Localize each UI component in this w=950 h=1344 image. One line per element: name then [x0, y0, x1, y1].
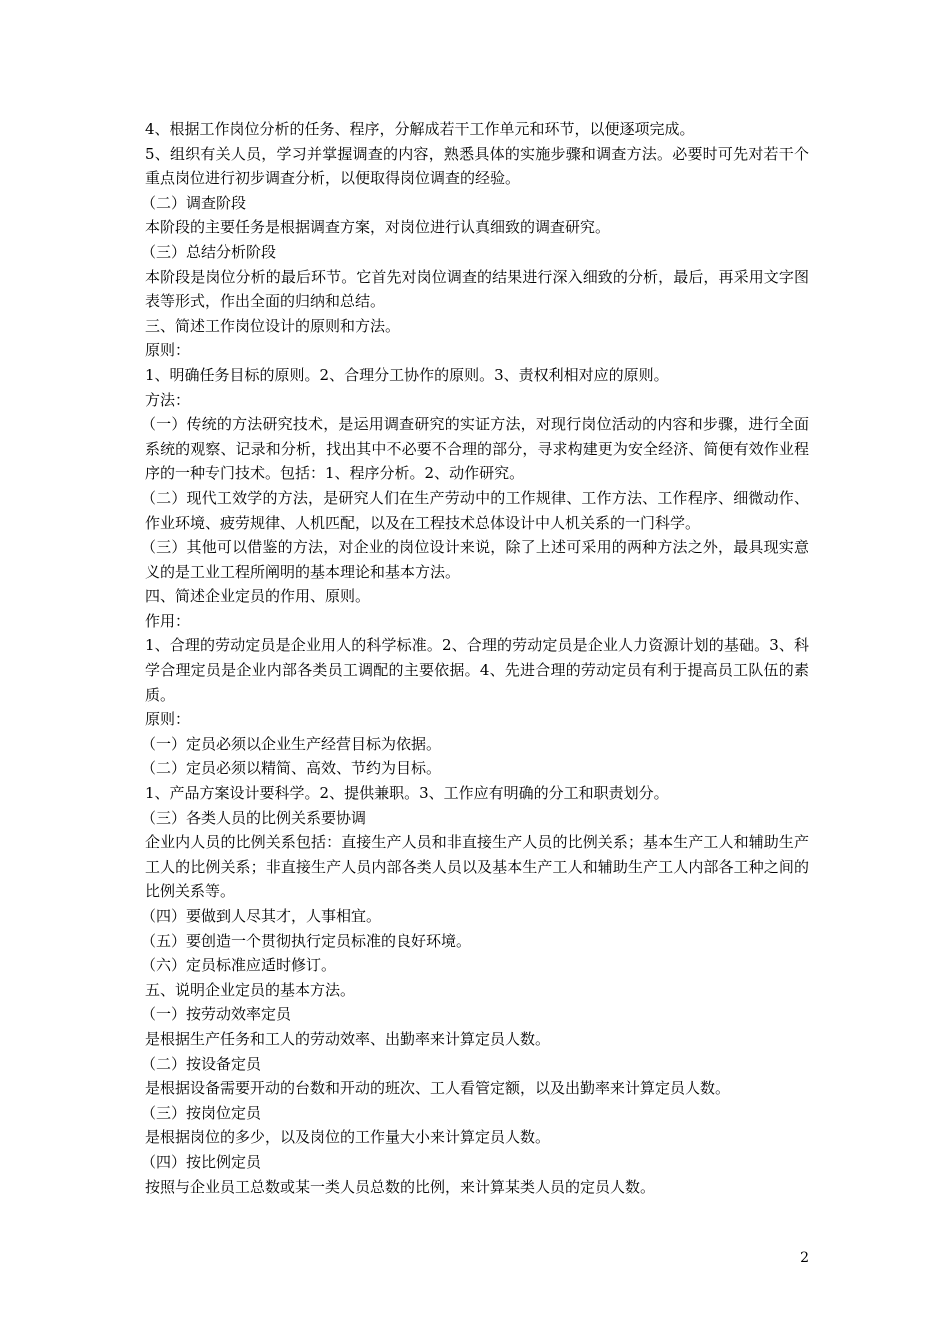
label-principles: 原则： [145, 341, 191, 360]
label-functions: 作用： [145, 611, 191, 630]
paragraph-10: （一）定员必须以企业生产经营目标为依据。 [141, 734, 442, 753]
paragraph-17: （六）定员标准应适时修订。 [141, 956, 337, 975]
section-heading-summary: （三）总结分析阶段 [141, 242, 277, 261]
method-heading-1: （一）按劳动效率定员 [141, 1005, 292, 1024]
method-heading-4: （四）按比例定员 [141, 1152, 262, 1171]
paragraph-11: （二）定员必须以精简、高效、节约为目标。 [141, 759, 442, 778]
paragraph-20: 是根据岗位的多少，以及岗位的工作量大小来计算定员人数。 [145, 1128, 551, 1147]
paragraph-2: 5、组织有关人员，学习并掌握调查的内容，熟悉具体的实施步骤和调查方法。必要时可先对若干个重点岗位进行初步调查分析，以便取得岗位调查的经验。 [145, 144, 809, 188]
paragraph-14: 企业内人员的比例关系包括：直接生产人员和非直接生产人员的比例关系；基本生产工人和辅助生产工人的比例关系；非直接生产人员内部各类人员以及基本生产工人和辅助生产工人内部各工种之间的比例关系等。 [145, 833, 809, 901]
method-heading-3: （三）按岗位定员 [141, 1103, 262, 1122]
paragraph-5: 1、明确任务目标的原则。2、合理分工协作的原则。3、责权利相对应的原则。 [145, 365, 669, 384]
document-body [141, 117, 809, 1199]
paragraph-3: 本阶段的主要任务是根据调查方案，对岗位进行认真细致的调查研究。 [145, 218, 611, 237]
method-heading-2: （二）按设备定员 [141, 1054, 262, 1073]
paragraph-4: 本阶段是岗位分析的最后环节。它首先对岗位调查的结果进行深入细致的分析，最后，再采用文字图表等形式，作出全面的归纳和总结。 [145, 267, 809, 311]
question-heading-4: 四、简述企业定员的作用、原则。 [145, 587, 371, 606]
paragraph-6: （一）传统的方法研究技术，是运用调查研究的实证方法，对现行岗位活动的内容和步骤，进行全面系统的观察、记录和分析，找出其中不必要不合理的部分，寻求构建更为安全经济、简便有效作业程序的一种专门技术。包括：1、程序分析。2、动作研究。 [141, 415, 809, 483]
paragraph-21: 按照与企业员工总数或某一类人员总数的比例，来计算某类人员的定员人数。 [145, 1177, 656, 1196]
section-heading-investigation: （二）调查阶段 [141, 193, 247, 212]
paragraph-8: （三）其他可以借鉴的方法，对企业的岗位设计来说，除了上述可采用的两种方法之外，最具现实意义的是工业工程所阐明的基本理论和基本方法。 [141, 538, 809, 581]
paragraph-12: 1、产品方案设计要科学。2、提供兼职。3、工作应有明确的分工和职责划分。 [145, 784, 669, 803]
paragraph-19: 是根据设备需要开动的台数和开动的班次、工人看管定额，以及出勤率来计算定员人数。 [145, 1079, 731, 1098]
question-heading-3: 三、简述工作岗位设计的原则和方法。 [145, 316, 401, 335]
paragraph-7: （二）现代工效学的方法，是研究人们在生产劳动中的工作规律、工作方法、工作程序、细微动作、作业环境、疲劳规律、人机匹配，以及在工程技术总体设计中人机关系的一门科学。 [141, 488, 809, 532]
label-methods: 方法： [145, 390, 191, 409]
question-heading-5: 五、说明企业定员的基本方法。 [145, 980, 356, 999]
paragraph-9: 1、合理的劳动定员是企业用人的科学标准。2、合理的劳动定员是企业人力资源计划的基础。3、科学合理定员是企业内部各类员工调配的主要依据。4、先进合理的劳动定员有利于提高员工队伍的素质。 [145, 636, 809, 704]
paragraph-16: （五）要创造一个贯彻执行定员标准的良好环境。 [141, 931, 472, 950]
paragraph-1: 4、根据工作岗位分析的任务、程序，分解成若干工作单元和环节，以便逐项完成。 [145, 120, 695, 138]
paragraph-13: （三）各类人员的比例关系要协调 [141, 808, 367, 827]
label-principles-2: 原则： [145, 710, 191, 729]
paragraph-15: （四）要做到人尽其才，人事相宜。 [141, 907, 382, 925]
page-number: 2 [800, 1250, 809, 1266]
paragraph-18: 是根据生产任务和工人的劳动效率、出勤率来计算定员人数。 [145, 1029, 551, 1048]
